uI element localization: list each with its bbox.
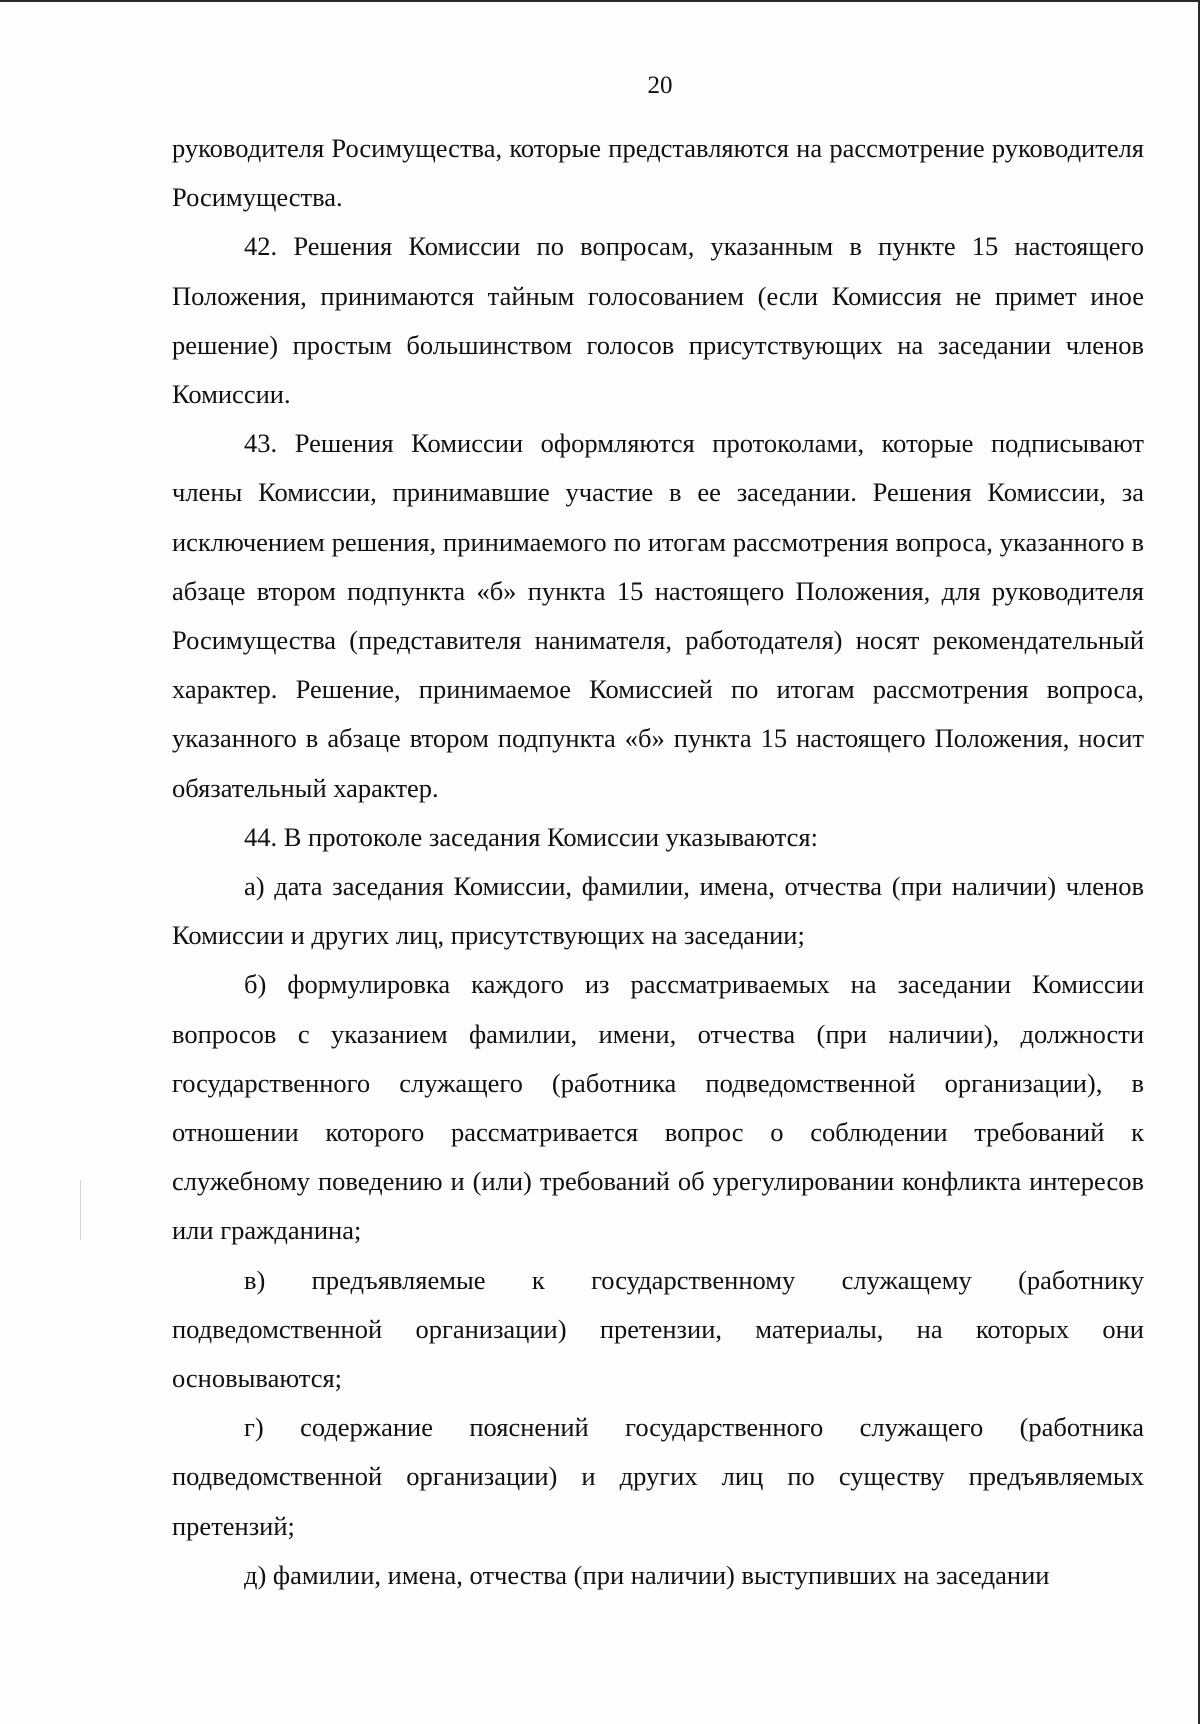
page-number: 20 [647, 72, 673, 99]
paragraph-44-d: д) фамилии, имена, отчества (при наличии) выступивших на заседании [244, 1559, 1050, 1590]
paragraph-43: 43. Решения Комиссии оформляются протоколами, которые подписывают члены Комиссии, принимавшие участие в ее заседании. Решения Комиссии, за исключением решения, принимаемого по итогам рассмотрения вопроса, указанного в абзаце втором подпункта «б» пункта 15 настоящего Положения, для руководителя Росимущества (представителя нанимателя, работодателя) носят рекомендательный характер. Решение, принимаемое Комиссией по итогам рассмотрения вопроса, указанного в абзаце втором подпункта «б» пункта 15 настоящего Положения, носит обязательный характер. [172, 428, 1144, 803]
scan-margin-mark [80, 1180, 83, 1240]
paragraph-42: 42. Решения Комиссии по вопросам, указанным в пункте 15 настоящего Положения, принимаются тайным голосованием (если Комиссия не примет иное решение) простым большинством голосов присутствующих на заседании членов Комиссии. [172, 231, 1144, 410]
paragraph-44-v: в) предъявляемые к государственному служащему (работнику подведомственной организации) претензии, материалы, на которых они основываются; [172, 1264, 1144, 1394]
paragraph-44-a: а) дата заседания Комиссии, фамилии, имена, отчества (при наличии) членов Комиссии и других лиц, присутствующих на заседании; [172, 871, 1144, 951]
paragraph-44-b: б) формулировка каждого из рассматриваемых на заседании Комиссии вопросов с указанием фамилии, имени, отчества (при наличии), должности государственного служащего (работника подведомственной организации), в отношении которого рассматривается вопрос о соблюдении требований к служебному поведению и (или) требований об урегулировании конфликта интересов или гражданина; [172, 969, 1144, 1246]
paragraph-continuation: руководителя Росимущества, которые представляются на рассмотрение руководителя Росимущества. [172, 133, 1144, 213]
document-body [172, 124, 1144, 1600]
paragraph-44: 44. В протоколе заседания Комиссии указываются: [244, 821, 818, 852]
paragraph-44-g: г) содержание пояснений государственного служащего (работника подведомственной организации) и других лиц по существу предъявляемых претензий; [172, 1412, 1144, 1541]
